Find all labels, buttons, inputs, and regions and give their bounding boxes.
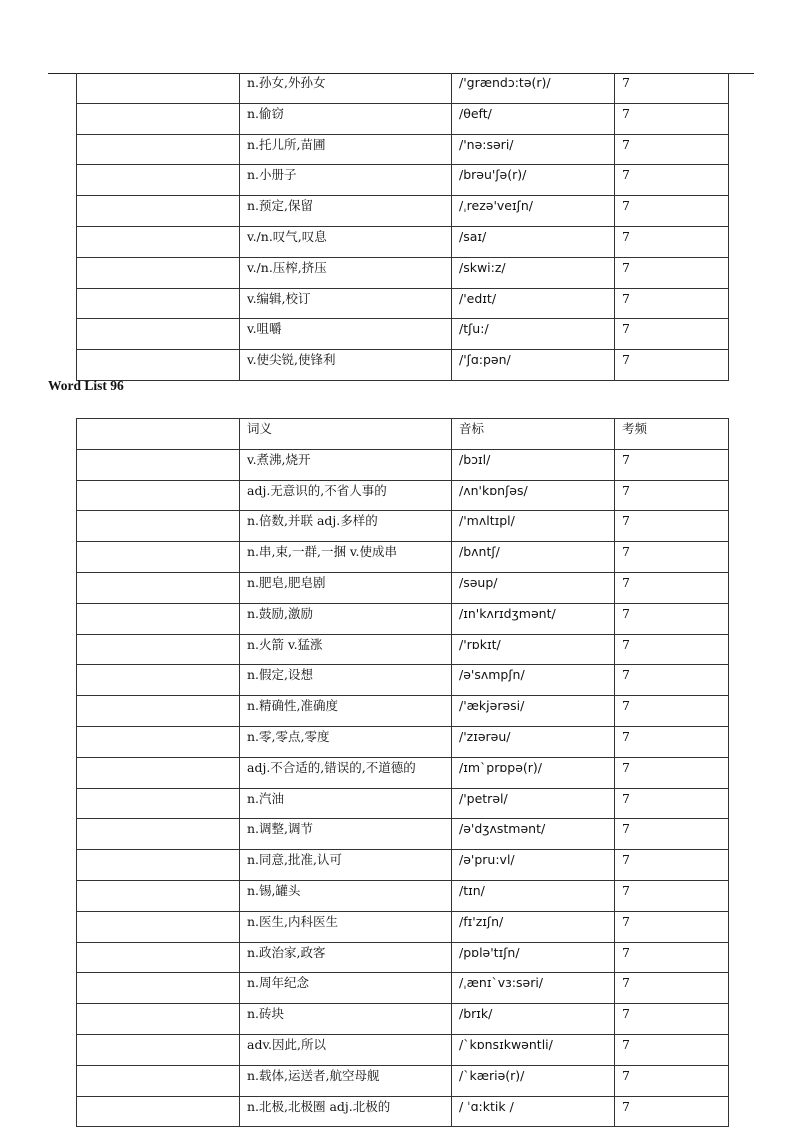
table-row	[77, 1004, 729, 1035]
table-row	[77, 911, 729, 942]
phonetic-cell: /səup/	[452, 572, 615, 603]
meaning-cell: n.同意,批准,认可	[240, 850, 452, 881]
frequency-cell: 7	[615, 103, 729, 134]
blank-cell	[77, 73, 240, 103]
blank-cell	[77, 603, 240, 634]
header-meaning: 词义	[240, 419, 452, 450]
phonetic-cell: / ˈɑ:ktik /	[452, 1096, 615, 1127]
meaning-cell: n.孙女,外孙女	[240, 73, 452, 103]
table-row	[77, 757, 729, 788]
frequency-cell: 7	[615, 1034, 729, 1065]
phonetic-cell: /θeft/	[452, 103, 615, 134]
blank-cell	[77, 634, 240, 665]
blank-cell	[77, 696, 240, 727]
phonetic-cell: /'edɪt/	[452, 288, 615, 319]
header-frequency: 考频	[615, 419, 729, 450]
meaning-cell: n.北极,北极圈 adj.北极的	[240, 1096, 452, 1127]
meaning-cell: n.锡,罐头	[240, 880, 452, 911]
phonetic-cell: /ɪn'kʌrɪdʒmənt/	[452, 603, 615, 634]
blank-cell	[77, 1065, 240, 1096]
meaning-cell: n.火箭 v.猛涨	[240, 634, 452, 665]
table-row	[77, 226, 729, 257]
blank-cell	[77, 288, 240, 319]
frequency-cell: 7	[615, 665, 729, 696]
frequency-cell: 7	[615, 696, 729, 727]
meaning-cell: v./n.叹气,叹息	[240, 226, 452, 257]
blank-cell	[77, 665, 240, 696]
word-list-title: Word List 96	[48, 378, 124, 393]
table-row	[77, 134, 729, 165]
word-table-96-body	[77, 449, 729, 1127]
phonetic-cell: /tɪn/	[452, 880, 615, 911]
meaning-cell: n.肥皂,肥皂剧	[240, 572, 452, 603]
frequency-cell: 7	[615, 634, 729, 665]
phonetic-cell: /bʌntʃ/	[452, 542, 615, 573]
phonetic-cell: /'grændɔ:tə(r)/	[452, 73, 615, 103]
phonetic-cell: /tʃu:/	[452, 319, 615, 350]
frequency-cell: 7	[615, 819, 729, 850]
meaning-cell: adj.不合适的,错误的,不道德的	[240, 757, 452, 788]
frequency-cell: 7	[615, 726, 729, 757]
meaning-cell: v.咀嚼	[240, 319, 452, 350]
phonetic-cell: /'mʌltɪpl/	[452, 511, 615, 542]
frequency-cell: 7	[615, 757, 729, 788]
frequency-cell: 7	[615, 196, 729, 227]
meaning-cell: n.精确性,准确度	[240, 696, 452, 727]
phonetic-cell: /ˌænɪˋvɜ:səri/	[452, 973, 615, 1004]
frequency-cell: 7	[615, 134, 729, 165]
frequency-cell: 7	[615, 942, 729, 973]
phonetic-cell: /'ækjərəsi/	[452, 696, 615, 727]
frequency-cell: 7	[615, 226, 729, 257]
meaning-cell: n.鼓励,激励	[240, 603, 452, 634]
table-row	[77, 288, 729, 319]
table-row	[77, 480, 729, 511]
frequency-cell: 7	[615, 480, 729, 511]
phonetic-cell: /ʌn'kɒnʃəs/	[452, 480, 615, 511]
meaning-cell: adj.无意识的,不省人事的	[240, 480, 452, 511]
blank-cell	[77, 350, 240, 381]
frequency-cell: 7	[615, 850, 729, 881]
blank-cell	[77, 572, 240, 603]
table-row	[77, 1065, 729, 1096]
frequency-cell: 7	[615, 542, 729, 573]
meaning-cell: n.政治家,政客	[240, 942, 452, 973]
meaning-cell: n.医生,内科医生	[240, 911, 452, 942]
phonetic-cell: /saɪ/	[452, 226, 615, 257]
phonetic-cell: /ə'sʌmpʃn/	[452, 665, 615, 696]
blank-cell	[77, 449, 240, 480]
phonetic-cell: /'zɪərəu/	[452, 726, 615, 757]
phonetic-cell: /'ʃɑ:pən/	[452, 350, 615, 381]
table-row	[77, 1096, 729, 1127]
frequency-cell: 7	[615, 165, 729, 196]
meaning-cell: adv.因此,所以	[240, 1034, 452, 1065]
meaning-cell: v./n.压榨,挤压	[240, 257, 452, 288]
frequency-cell: 7	[615, 911, 729, 942]
phonetic-cell: /brɪk/	[452, 1004, 615, 1035]
blank-cell	[77, 819, 240, 850]
blank-cell	[77, 134, 240, 165]
blank-cell	[77, 196, 240, 227]
meaning-cell: n.砖块	[240, 1004, 452, 1035]
table-header-row	[77, 419, 729, 450]
table-row	[77, 788, 729, 819]
meaning-cell: n.调整,调节	[240, 819, 452, 850]
frequency-cell: 7	[615, 288, 729, 319]
table-row	[77, 165, 729, 196]
frequency-cell: 7	[615, 1065, 729, 1096]
meaning-cell: n.偷窃	[240, 103, 452, 134]
meaning-cell: n.零,零点,零度	[240, 726, 452, 757]
phonetic-cell: /ˋkɒnsɪkwəntli/	[452, 1034, 615, 1065]
frequency-cell: 7	[615, 603, 729, 634]
table-row	[77, 696, 729, 727]
phonetic-cell: /ə'pru:vl/	[452, 850, 615, 881]
phonetic-cell: /ˋkæriə(r)/	[452, 1065, 615, 1096]
table-row	[77, 572, 729, 603]
frequency-cell: 7	[615, 319, 729, 350]
blank-cell	[77, 880, 240, 911]
table-row	[77, 942, 729, 973]
meaning-cell: n.周年纪念	[240, 973, 452, 1004]
table-row	[77, 257, 729, 288]
table-row	[77, 73, 729, 103]
table-row	[77, 973, 729, 1004]
blank-cell	[77, 103, 240, 134]
meaning-cell: n.载体,运送者,航空母舰	[240, 1065, 452, 1096]
phonetic-cell: /'petrəl/	[452, 788, 615, 819]
table-row	[77, 103, 729, 134]
table-row	[77, 819, 729, 850]
header-blank-cell	[77, 419, 240, 450]
phonetic-cell: /ˌrezə'veɪʃn/	[452, 196, 615, 227]
blank-cell	[77, 226, 240, 257]
meaning-cell: v.煮沸,烧开	[240, 449, 452, 480]
meaning-cell: v.编辑,校订	[240, 288, 452, 319]
phonetic-cell: /skwi:z/	[452, 257, 615, 288]
phonetic-cell: /ɪmˋprɒpə(r)/	[452, 757, 615, 788]
blank-cell	[77, 1034, 240, 1065]
word-table-continued-body	[77, 73, 729, 380]
phonetic-cell: /'rɒkɪt/	[452, 634, 615, 665]
phonetic-cell: /pɒlə'tɪʃn/	[452, 942, 615, 973]
table-row	[77, 603, 729, 634]
blank-cell	[77, 726, 240, 757]
meaning-cell: n.汽油	[240, 788, 452, 819]
meaning-cell: n.串,束,一群,一捆 v.使成串	[240, 542, 452, 573]
frequency-cell: 7	[615, 449, 729, 480]
table-row	[77, 1034, 729, 1065]
frequency-cell: 7	[615, 73, 729, 103]
frequency-cell: 7	[615, 880, 729, 911]
phonetic-cell: /fɪ'zɪʃn/	[452, 911, 615, 942]
frequency-cell: 7	[615, 257, 729, 288]
frequency-cell: 7	[615, 973, 729, 1004]
phonetic-cell: /'nə:səri/	[452, 134, 615, 165]
blank-cell	[77, 542, 240, 573]
blank-cell	[77, 319, 240, 350]
table-row	[77, 542, 729, 573]
table-row	[77, 350, 729, 381]
blank-cell	[77, 1004, 240, 1035]
phonetic-cell: /ə'dʒʌstmənt/	[452, 819, 615, 850]
blank-cell	[77, 257, 240, 288]
meaning-cell: n.预定,保留	[240, 196, 452, 227]
table-row	[77, 511, 729, 542]
word-table-96	[76, 418, 729, 1127]
frequency-cell: 7	[615, 1096, 729, 1127]
blank-cell	[77, 757, 240, 788]
table-row	[77, 196, 729, 227]
blank-cell	[77, 973, 240, 1004]
meaning-cell: n.托儿所,苗圃	[240, 134, 452, 165]
meaning-cell: n.倍数,并联 adj.多样的	[240, 511, 452, 542]
meaning-cell: v.使尖锐,使锋利	[240, 350, 452, 381]
blank-cell	[77, 942, 240, 973]
blank-cell	[77, 1096, 240, 1127]
blank-cell	[77, 850, 240, 881]
blank-cell	[77, 911, 240, 942]
frequency-cell: 7	[615, 511, 729, 542]
table-row	[77, 319, 729, 350]
table-row	[77, 665, 729, 696]
word-table-continued	[76, 73, 729, 381]
blank-cell	[77, 511, 240, 542]
table-row	[77, 726, 729, 757]
phonetic-cell: /brəu'ʃə(r)/	[452, 165, 615, 196]
table-row	[77, 850, 729, 881]
blank-cell	[77, 480, 240, 511]
frequency-cell: 7	[615, 572, 729, 603]
header-phonetic: 音标	[452, 419, 615, 450]
blank-cell	[77, 165, 240, 196]
table-row	[77, 880, 729, 911]
frequency-cell: 7	[615, 788, 729, 819]
frequency-cell: 7	[615, 350, 729, 381]
phonetic-cell: /bɔɪl/	[452, 449, 615, 480]
meaning-cell: n.假定,设想	[240, 665, 452, 696]
meaning-cell: n.小册子	[240, 165, 452, 196]
table-row	[77, 634, 729, 665]
table-row	[77, 449, 729, 480]
blank-cell	[77, 788, 240, 819]
frequency-cell: 7	[615, 1004, 729, 1035]
